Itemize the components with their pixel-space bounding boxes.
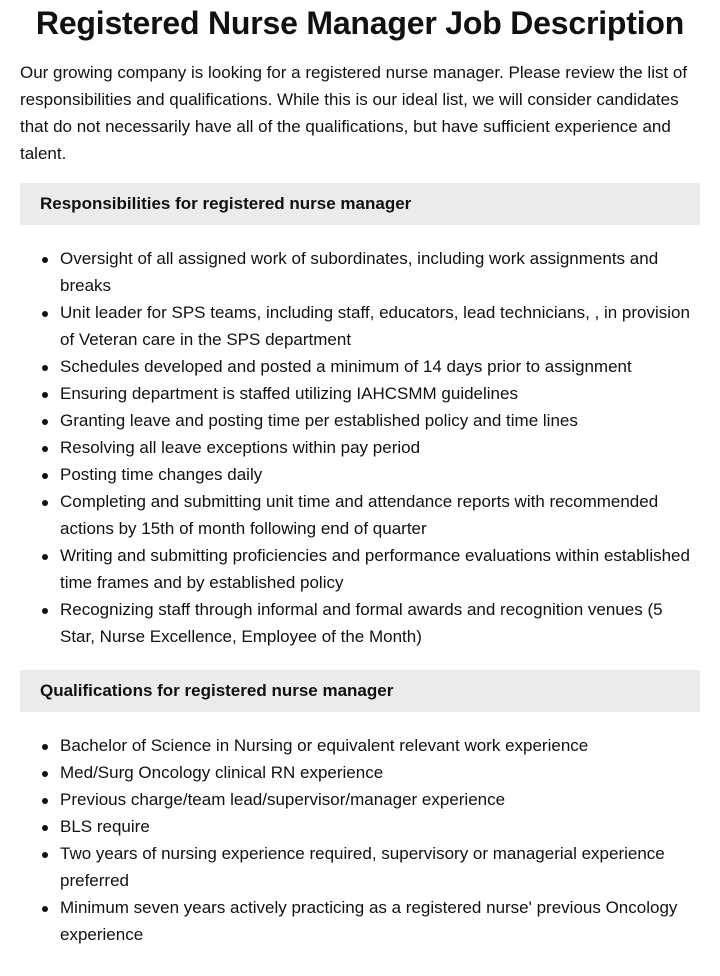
list-item: Posting time changes daily — [60, 461, 700, 488]
list-item: Minimum seven years actively practicing as a registered nurse' previous Oncology experience — [60, 894, 700, 948]
page-title: Registered Nurse Manager Job Description — [35, 5, 685, 41]
list-item: Unit leader for SPS teams, including staff, educators, lead technicians, , in provision of Veteran care in the SPS department — [60, 299, 700, 353]
list-item: Granting leave and posting time per established policy and time lines — [60, 407, 700, 434]
list-item: Ensuring department is staffed utilizing IAHCSMM guidelines — [60, 380, 700, 407]
list-item: Bachelor of Science in Nursing or equivalent relevant work experience — [60, 732, 700, 759]
list-item: Completing and submitting unit time and attendance reports with recommended actions by 15th of month following end of quarter — [60, 488, 700, 542]
intro-paragraph: Our growing company is looking for a registered nurse manager. Please review the list of responsibilities and qualifications. While this is our ideal list, we will consider candidates that do not necessarily have all of the qualifications, but have sufficient experience and talent. — [20, 63, 688, 163]
list-item: Oversight of all assigned work of subordinates, including work assignments and breaks — [60, 245, 700, 299]
list-item: Resolving all leave exceptions within pay period — [60, 434, 700, 461]
responsibilities-heading: Responsibilities for registered nurse manager — [20, 183, 700, 225]
list-item: Previous charge/team lead/supervisor/manager experience — [60, 786, 700, 813]
list-item: BLS require — [60, 813, 700, 840]
qualifications-list — [20, 732, 700, 948]
responsibilities-list — [20, 245, 700, 650]
list-item: Schedules developed and posted a minimum of 14 days prior to assignment — [60, 353, 700, 380]
list-item: Med/Surg Oncology clinical RN experience — [60, 759, 700, 786]
list-item: Writing and submitting proficiencies and performance evaluations within established time frames and by established policy — [60, 542, 700, 596]
list-item: Recognizing staff through informal and formal awards and recognition venues (5 Star, Nurse Excellence, Employee of the Month) — [60, 596, 700, 650]
qualifications-heading: Qualifications for registered nurse manager — [20, 670, 700, 712]
list-item: Two years of nursing experience required, supervisory or managerial experience preferred — [60, 840, 700, 894]
